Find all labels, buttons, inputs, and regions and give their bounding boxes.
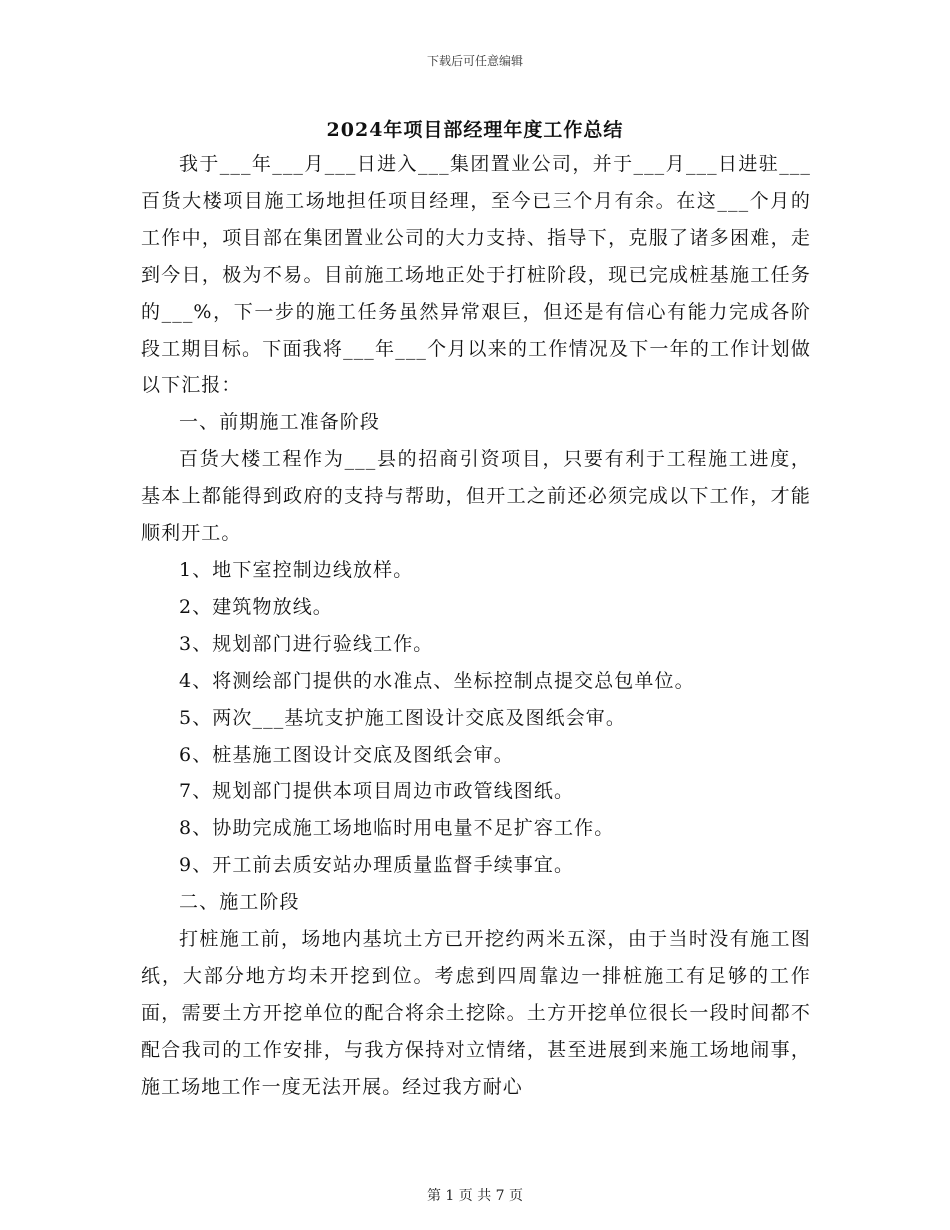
list-item: 9、开工前去质安站办理质量监督手续事宜。 xyxy=(179,854,575,877)
list-item: 3、规划部门进行验线工作。 xyxy=(179,632,434,655)
list-item: 4、将测绘部门提供的水准点、坐标控制点提交总包单位。 xyxy=(179,669,695,692)
list-item: 1、地下室控制边线放样。 xyxy=(179,558,414,581)
list-item: 5、两次___基坑支护施工图设计交底及图纸会审。 xyxy=(179,706,626,729)
section-heading-construction: 二、施工阶段 xyxy=(179,891,300,914)
list-item: 8、协助完成施工场地临时用电量不足扩容工作。 xyxy=(179,817,615,840)
document-title: 2024年项目部经理年度工作总结 xyxy=(326,119,624,141)
list-item: 2、建筑物放线。 xyxy=(179,595,333,618)
paragraph-intro: 我于___年___月___日进入___集团置业公司，并于___月___日进驻___百货大楼项目施工场地担任项目经理，至今已三个月有余。在这___个月的工作中，项目部在集团置业公司的大力支持、指导下，克服了诸多困难，走到今日，极为不易。目前施工场地正处于打桩阶段，现已完成桩基施工任务的___%，下一步的施工任务虽然异常艰巨，但还是有信心有能力完成各阶段工期目标。下面我将___年___个月以来的工作情况及下一年的工作计划做以下汇报： xyxy=(141,153,811,397)
document-body xyxy=(141,146,811,1106)
page-footer: 第 1 页 共 7 页 xyxy=(426,1188,524,1204)
paragraph-preparation: 百货大楼工程作为___县的招商引资项目，只要有利于工程施工进度，基本上都能得到政府的支持与帮助，但开工之前还必须完成以下工作，才能顺利开工。 xyxy=(141,448,811,545)
page-header: 下载后可任意编辑 xyxy=(426,54,523,68)
list-item: 7、规划部门提供本项目周边市政管线图纸。 xyxy=(179,780,575,803)
list-item: 6、桩基施工图设计交底及图纸会审。 xyxy=(179,743,514,766)
paragraph-construction: 打桩施工前，场地内基坑土方已开挖约两米五深，由于当时没有施工图纸，大部分地方均未开挖到位。考虑到四周靠边一排桩施工有足够的工作面，需要土方开挖单位的配合将余土挖除。土方开挖单位很长一段时间都不配合我司的工作安排，与我方保持对立情绪，甚至进展到来施工场地闹事，施工场地工作一度无法开展。经过我方耐心 xyxy=(141,928,811,1098)
section-heading-preparation: 一、前期施工准备阶段 xyxy=(179,411,381,434)
